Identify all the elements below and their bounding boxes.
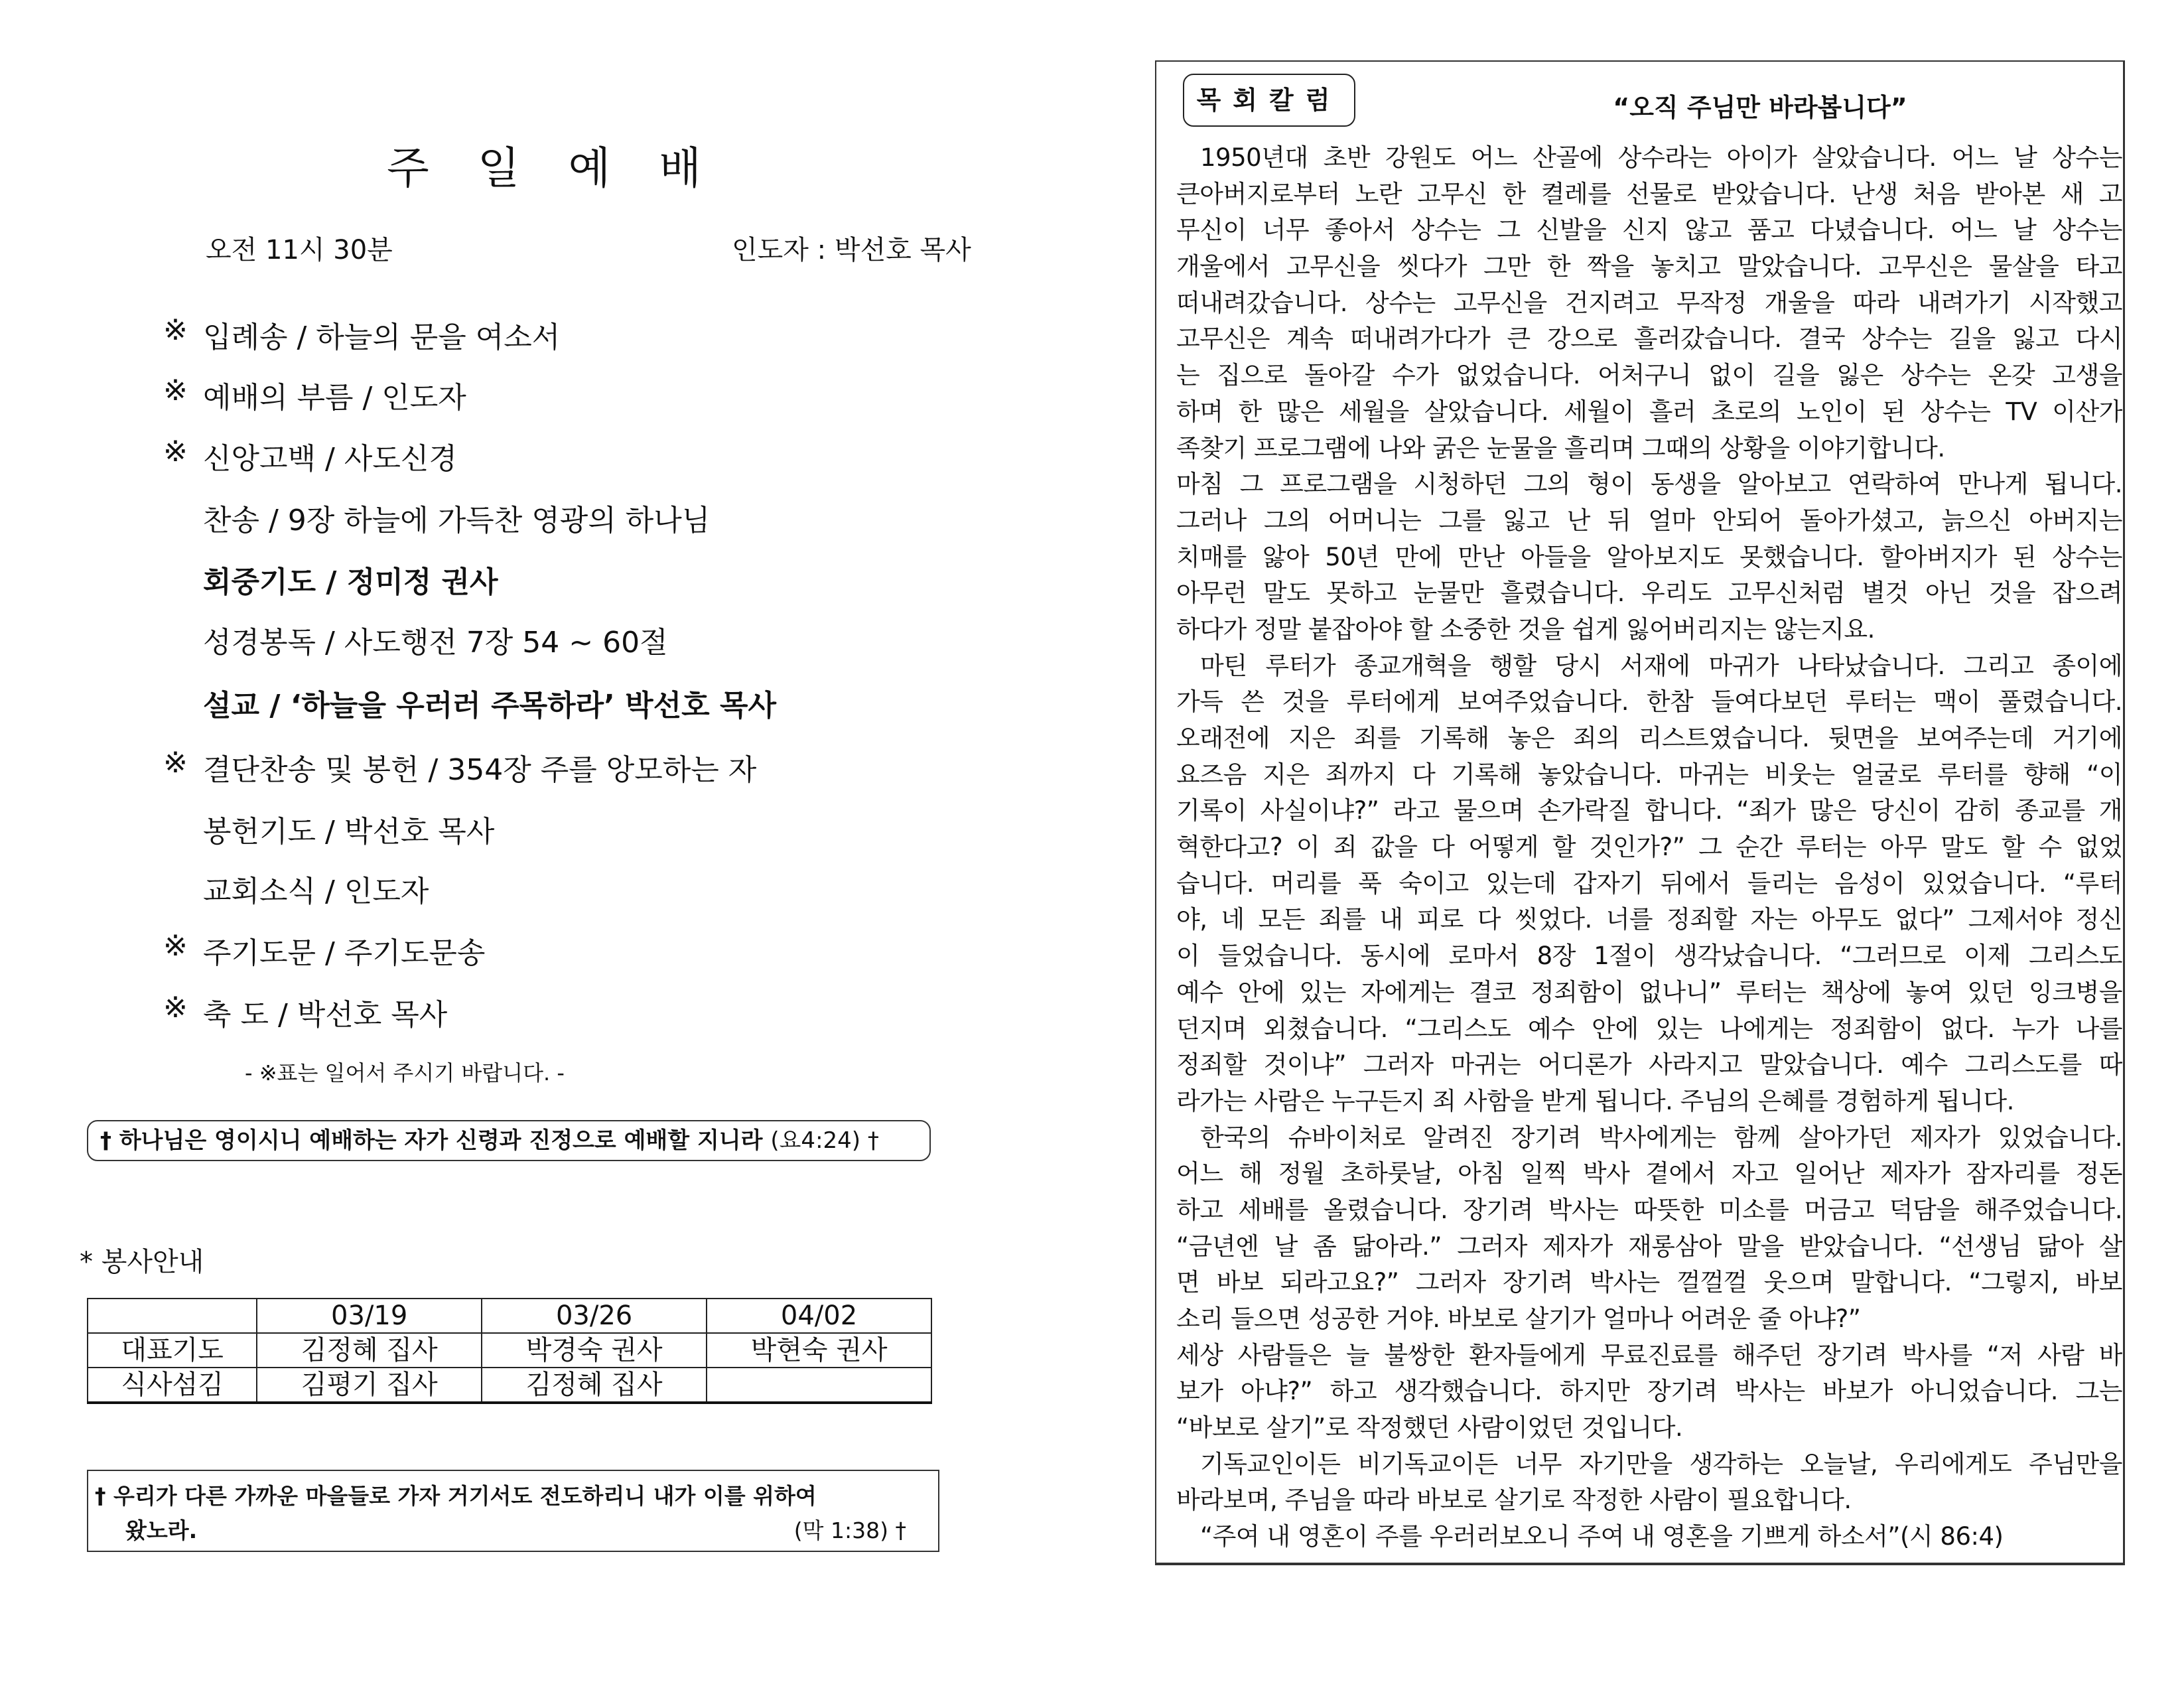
table-cell: 박현숙 권사	[707, 1333, 931, 1368]
stand-mark: ※	[163, 313, 188, 347]
column-title: “오직 주님만 바라봅니다”	[1613, 93, 1907, 122]
order-item	[203, 496, 710, 539]
column-line: 치매를 앓아 50년 만에 만난 아들을 알아보지도 못했습니다. 할아버지가 된 상수는	[1176, 542, 2122, 571]
column-line: 1950년대 초반 강원도 어느 산골에 상수라는 아이가 살았습니다. 어느 날 상수는	[1200, 143, 2122, 172]
column-line: 개울에서 고무신을 씻다가 그만 한 짝을 놓치고 말았습니다. 고무신은 물살을 타고	[1176, 252, 2122, 281]
order-item-text: 축 도 / 박선호 목사	[203, 998, 448, 1032]
column-label: 목회칼럼	[1183, 74, 1355, 127]
column-line: 족찾기 프로그램에 나와 굵은 눈물을 흘리며 그때의 상황을 이야기합니다.	[1176, 433, 1945, 462]
order-item-text: 찬송 / 9장 하늘에 가득찬 영광의 하나님	[203, 504, 711, 537]
order-item	[163, 746, 757, 788]
worship-title: 주 일 예 배	[387, 143, 718, 194]
stand-mark: ※	[163, 929, 188, 963]
verse-text: † 하나님은 영이시니 예배하는 자가 신령과 진정으로 예배할 지니라	[100, 1127, 763, 1154]
column-line: 하다가 정말 붙잡아야 할 소중한 것을 쉽게 잃어버리지는 않는지요.	[1176, 614, 1875, 644]
column-line: 큰아버지로부터 노란 고무신 한 켤레를 선물로 받았습니다. 난생 처음 받아본 새 고	[1176, 179, 2122, 208]
verse-line-2: 왔노라.	[125, 1517, 198, 1543]
column-line: 라가는 사람은 누구든지 죄 사함을 받게 됩니다. 주님의 은혜를 경험하게 됩니다.	[1176, 1086, 2014, 1115]
order-item-text: 예배의 부름 / 인도자	[203, 381, 466, 415]
column-line: 혁한다고? 이 죄 값을 다 어떻게 할 것인가?” 그 순간 루터는 아무 말도 할 수 없었	[1176, 833, 2122, 862]
order-item	[203, 808, 494, 850]
stand-mark: ※	[163, 991, 188, 1024]
column-line: 한국의 슈바이처로 알려진 장기려 박사에게는 함께 살아가던 제자가 있었습니다.	[1200, 1123, 2122, 1152]
column-line: 보가 아냐?” 하고 생각했습니다. 하지만 장기려 박사는 바보가 아니었습니다. 그는	[1176, 1377, 2122, 1406]
column-line: 아무런 말도 못하고 눈물만 흘렸습니다. 우리도 고무신처럼 별것 아닌 것을 잡으려	[1176, 579, 2122, 608]
verse-reference: (요4:24) †	[770, 1127, 879, 1154]
table-cell: 김정혜 집사	[482, 1368, 707, 1403]
order-item	[163, 991, 448, 1033]
order-item	[203, 618, 668, 661]
column-line: 는 집으로 돌아갈 수가 없었습니다. 어처구니 없이 길을 잃은 상수는 온갖 고생을	[1176, 361, 2122, 390]
column-line: 떠내려갔습니다. 상수는 고무신을 건지려고 무작정 개울을 따라 내려가기 시작했고	[1176, 288, 2122, 317]
table-header-cell	[88, 1299, 257, 1333]
stand-mark: ※	[163, 374, 188, 407]
column-line: 어느 해 정월 초하룻날, 아침 일찍 박사 곁에서 자고 일어난 제자가 잠자리를 정돈	[1176, 1159, 2122, 1188]
column-line: 하고 세배를 올렸습니다. 장기려 박사는 따뜻한 미소를 머금고 덕담을 해주었습니다.	[1176, 1195, 2122, 1224]
order-item-text: 신앙고백 / 사도신경	[203, 442, 457, 476]
verse-line-1: † 우리가 다른 가까운 마을들로 가자 거기서도 전도하리니 내가 이를 위하여	[95, 1483, 817, 1509]
service-table	[87, 1298, 932, 1404]
column-line: 마틴 루터가 종교개혁을 행할 당시 서재에 마귀가 나타났습니다. 그리고 종이에	[1200, 651, 2122, 680]
order-item-text: 입례송 / 하늘의 문을 여소서	[203, 320, 561, 354]
order-item-text: 봉헌기도 / 박선호 목사	[203, 815, 495, 849]
table-header-cell: 03/26	[482, 1299, 707, 1333]
column-line: 바라보며, 주님을 따라 바보로 살기로 작정한 사람이 필요합니다.	[1176, 1486, 1852, 1515]
service-guide-title: * 봉사안내	[80, 1247, 204, 1277]
worship-time: 오전 11시 30분	[206, 235, 393, 265]
column-line: 면 바보 되라고요?” 그러자 장기려 박사는 껄껄껄 웃으며 말합니다. “그렇지, 바보	[1176, 1268, 2122, 1297]
column-line: 예수 안에 있는 자에게는 결코 정죄함이 없나니” 루터는 책상에 놓여 있던 잉크병을	[1176, 977, 2122, 1007]
order-item-text: 결단찬송 및 봉헌 / 354장 주를 앙모하는 자	[203, 753, 757, 787]
pastor-column	[1155, 60, 2125, 1565]
column-line: “바보로 살기”로 작정했던 사람이었던 것입니다.	[1176, 1413, 1683, 1443]
table-header-row	[88, 1299, 931, 1333]
standing-note: - ※표는 일어서 주시기 바랍니다. -	[245, 1060, 565, 1086]
column-line: 이 들었습니다. 동시에 로마서 8장 1절이 생각났습니다. “그러므로 이제 그리스도	[1176, 942, 2122, 971]
order-item	[203, 681, 776, 724]
order-item	[203, 867, 429, 910]
stand-mark: ※	[163, 746, 188, 780]
column-line: 소리 들으면 성공한 거야. 바보로 살기가 얼마나 어려운 줄 아냐?”	[1176, 1304, 1861, 1333]
order-item-text: 회중기도 / 정미정 권사	[203, 565, 498, 599]
column-line: “금년엔 날 좀 닮아라.” 그러자 제자가 재롱삼아 말을 받았습니다. “선생님 닮아 살	[1176, 1232, 2122, 1261]
order-item-text: 설교 / ‘하늘을 우러러 주목하라’ 박선호 목사	[203, 689, 776, 723]
order-item	[163, 435, 457, 477]
table-cell: 김평기 집사	[257, 1368, 482, 1403]
order-item	[163, 313, 561, 356]
column-line: 던지며 외쳤습니다. “그리스도 예수 안에 있는 나에게는 정죄함이 없다. 누가 나를	[1176, 1014, 2122, 1043]
order-item	[203, 558, 498, 600]
column-line: 오래전에 지은 죄를 기록해 놓은 죄의 리스트였습니다. 뒷면을 보여주는데 거기에	[1176, 724, 2122, 752]
column-body	[1176, 140, 2122, 1555]
column-line: 하며 한 많은 세월을 살았습니다. 세월이 흘러 초로의 노인이 된 상수는 TV 이산가	[1176, 397, 2122, 426]
table-cell	[707, 1368, 931, 1403]
column-line: 기독교인이든 비기독교이든 너무 자기만을 생각하는 오늘날, 우리에게도 주님만을	[1200, 1449, 2122, 1478]
column-line: 그러나 그의 어머니는 그를 잃고 난 뒤 얼마 안되어 돌아가셨고, 늙으신 아버지는	[1176, 506, 2122, 535]
order-item-text: 주기도문 / 주기도문송	[203, 936, 486, 970]
column-line: “주여 내 영혼이 주를 우러러보오니 주여 내 영혼을 기쁘게 하소서”(시 86:4)	[1200, 1522, 2004, 1551]
table-header-cell: 04/02	[707, 1299, 931, 1333]
verse-box-top	[87, 1120, 931, 1161]
order-item-text: 성경봉독 / 사도행전 7장 54 ~ 60절	[203, 626, 668, 660]
table-row	[88, 1368, 931, 1403]
column-line: 요즈음 지은 죄까지 다 기록해 놓았습니다. 마귀는 비웃는 얼굴로 루터를 향해 “이	[1176, 760, 2122, 789]
column-line: 무신이 너무 좋아서 상수는 그 신발을 신지 않고 품고 다녔습니다. 어느 날 상수는	[1176, 216, 2122, 245]
column-line: 야, 네 모든 죄를 내 피로 다 씻었다. 너를 정죄할 자는 아무도 없다” 그제서야 정신	[1176, 905, 2122, 934]
column-line: 습니다. 머리를 푹 숙이고 있는데 갑자기 뒤에서 들리는 음성이 있었습니다. “루터	[1176, 869, 2122, 898]
table-cell: 식사섬김	[88, 1368, 257, 1403]
column-line: 고무신은 계속 떠내려가다가 큰 강으로 흘러갔습니다. 결국 상수는 길을 잃고 다시	[1176, 324, 2122, 354]
worship-leader: 인도자 : 박선호 목사	[732, 235, 971, 265]
stand-mark: ※	[163, 435, 188, 468]
verse-box-bottom	[87, 1470, 939, 1552]
column-line: 기록이 사실이냐?” 라고 물으며 손가락질 합니다. “죄가 많은 당신이 감히 종교를 개	[1176, 796, 2122, 825]
table-cell: 박경숙 권사	[482, 1333, 707, 1368]
table-cell: 대표기도	[88, 1333, 257, 1368]
table-header-cell: 03/19	[257, 1299, 482, 1333]
verse-reference: (막 1:38) †	[793, 1517, 906, 1543]
table-cell: 김정혜 집사	[257, 1333, 482, 1368]
column-line: 가득 쓴 것을 루터에게 보여주었습니다. 한참 들여다보던 루터는 맥이 풀렸습니다.	[1176, 687, 2122, 717]
order-item	[163, 374, 466, 416]
column-line: 세상 사람들은 늘 불쌍한 환자들에게 무료진료를 해주던 장기려 박사를 “저 사람 바	[1176, 1340, 2122, 1370]
order-item-text: 교회소식 / 인도자	[203, 875, 429, 908]
column-line: 마침 그 프로그램을 시청하던 그의 형이 동생을 알아보고 연락하여 만나게 됩니다.	[1176, 470, 2122, 499]
order-item	[163, 929, 486, 971]
column-line: 정죄할 것이냐” 그러자 마귀는 어디론가 사라지고 말았습니다. 예수 그리스도를 따	[1176, 1050, 2122, 1080]
table-row	[88, 1333, 931, 1368]
